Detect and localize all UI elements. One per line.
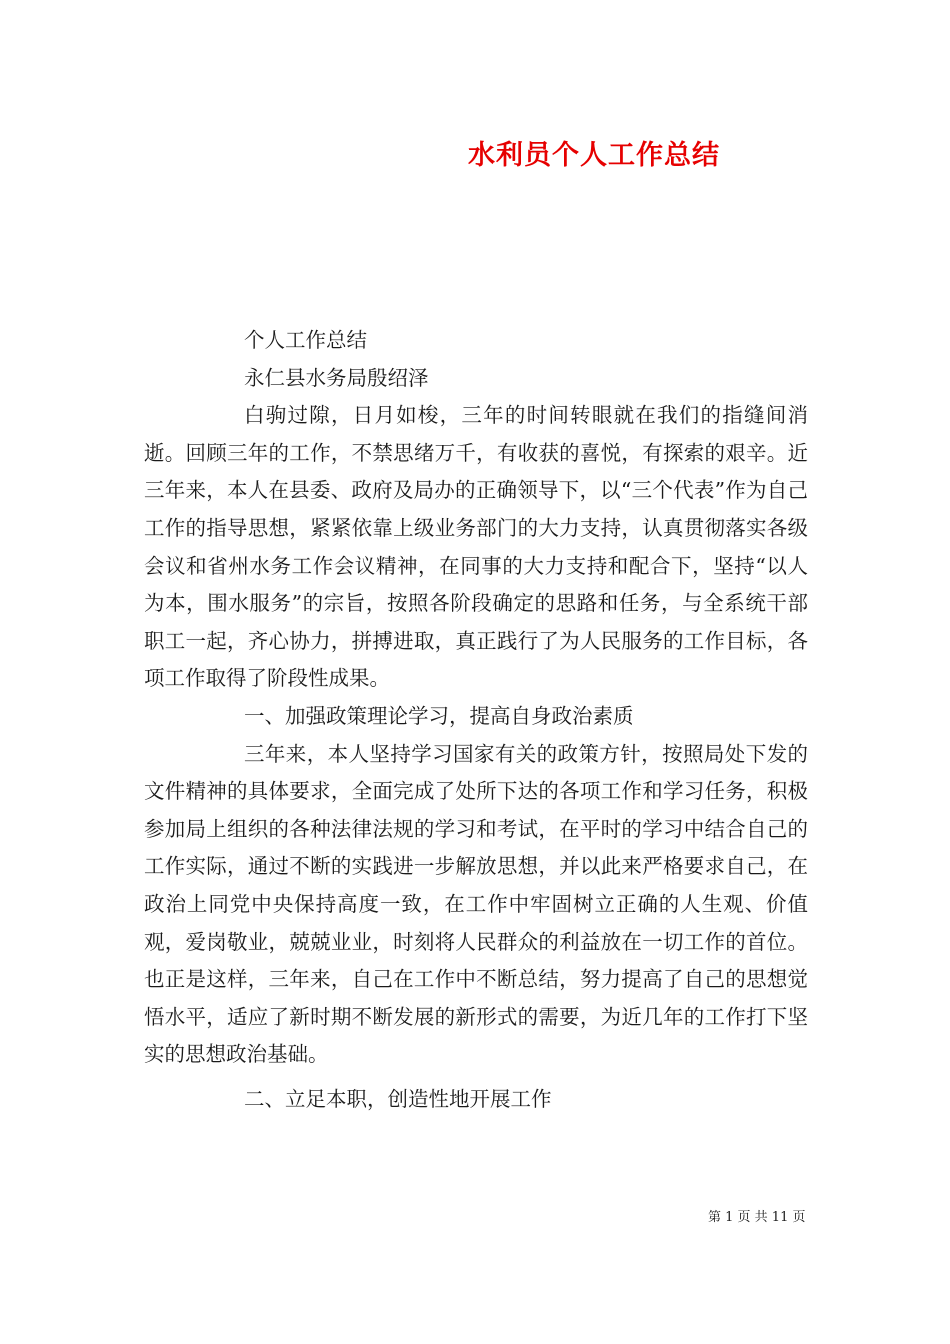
paragraph-intro: 白驹过隙，日月如梭，三年的时间转眼就在我们的指缝间消逝。回顾三年的工作，不禁思绪万千，有收获的喜悦，有探索的艰辛。近三年来，本人在县委、政府及局办的正确领导下，以“三个代表”作为自己工作的指导思想，紧紧依靠上级业务部门的大力支持，认真贯彻落实各级会议和省州水务工作会议精神，在同事的大力支持和配合下，坚持“以人为本，围水服务”的宗旨，按照各阶段确定的思路和任务，与全系统干部职工一起，齐心协力，拼搏进取，真正践行了为人民服务的工作目标，各项工作取得了阶段性成果。 xyxy=(144,403,808,691)
section-heading-1: 一、加强政策理论学习，提高自身政治素质 xyxy=(244,703,634,728)
author-line: 永仁县水务局殷绍泽 xyxy=(244,365,429,390)
paragraph-section-1: 三年来，本人坚持学习国家有关的政策方针，按照局处下发的文件精神的具体要求，全面完成了处所下达的各项工作和学习任务，积极参加局上组织的各种法律法规的学习和考试，在平时的学习中结合自己的工作实际，通过不断的实践进一步解放思想，并以此来严格要求自己，在政治上同党中央保持高度一致，在工作中牢固树立正确的人生观、价值观，爱岗敬业，兢兢业业，时刻将人民群众的利益放在一切工作的首位。也正是这样，三年来，自己在工作中不断总结，努力提高了自己的思想觉悟水平，适应了新时期不断发展的新形式的需要，为近几年的工作打下坚实的思想政治基础。 xyxy=(144,741,808,1067)
page-number-footer: 第 1 页 共 11 页 xyxy=(708,1210,806,1225)
document-title: 水利员个人工作总结 xyxy=(468,140,720,171)
document-body xyxy=(144,322,808,1118)
subtitle: 个人工作总结 xyxy=(244,328,367,352)
section-heading-2: 二、立足本职，创造性地开展工作 xyxy=(244,1086,552,1111)
